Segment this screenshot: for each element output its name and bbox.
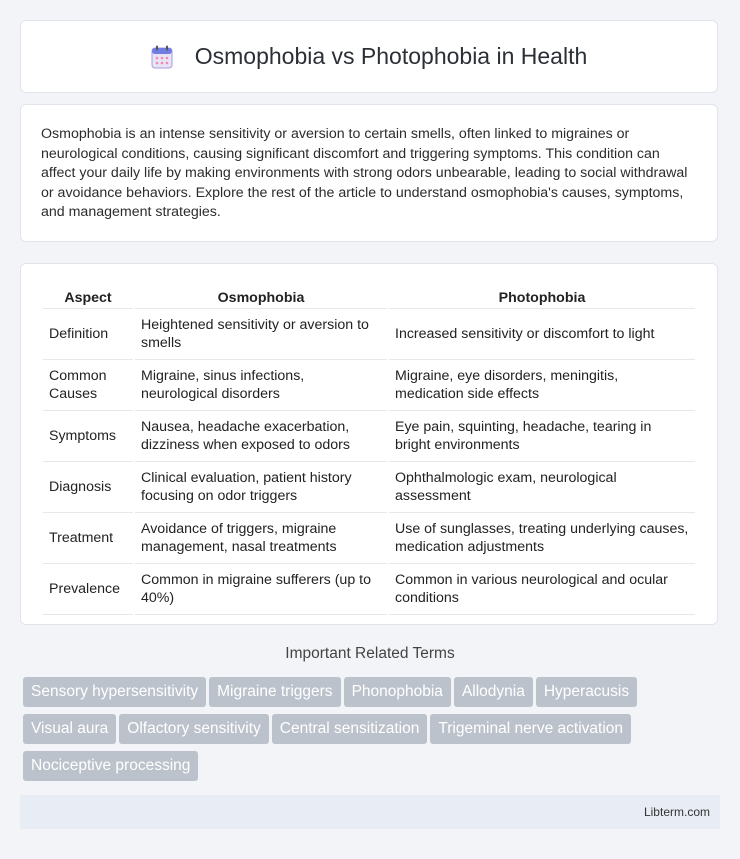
table-cell: Migraine, eye disorders, meningitis, medication side effects: [389, 360, 695, 411]
related-terms-title: Important Related Terms: [285, 645, 455, 662]
table-row: [43, 462, 695, 513]
table-cell: Definition: [43, 309, 133, 360]
term-tag[interactable]: Hyperacusis: [536, 677, 637, 707]
page-title: [151, 43, 588, 70]
table-cell: Treatment: [43, 513, 133, 564]
footer: [20, 795, 720, 829]
term-tag[interactable]: Olfactory sensitivity: [119, 714, 269, 744]
column-header: Photophobia: [389, 284, 695, 309]
table-cell: Migraine, sinus infections, neurological disorders: [135, 360, 387, 411]
table-cell: Nausea, headache exacerbation, dizziness when exposed to odors: [135, 411, 387, 462]
table-row: [43, 564, 695, 615]
table-cell: Heightened sensitivity or aversion to smells: [135, 309, 387, 360]
term-tag[interactable]: Nociceptive processing: [23, 751, 198, 781]
table-cell: Avoidance of triggers, migraine management, nasal treatments: [135, 513, 387, 564]
table-cell: Prevalence: [43, 564, 133, 615]
table-cell: Ophthalmologic exam, neurological assessment: [389, 462, 695, 513]
term-tag[interactable]: Sensory hypersensitivity: [23, 677, 206, 707]
header-card: [20, 20, 718, 93]
table-cell: Common in migraine sufferers (up to 40%): [135, 564, 387, 615]
table-cell: Eye pain, squinting, headache, tearing in bright environments: [389, 411, 695, 462]
column-header: Osmophobia: [135, 284, 387, 309]
table-cell: Symptoms: [43, 411, 133, 462]
table-row: [43, 360, 695, 411]
table-cell: Common Causes: [43, 360, 133, 411]
table-cell: Increased sensitivity or discomfort to light: [389, 309, 695, 360]
term-tag[interactable]: Phonophobia: [344, 677, 451, 707]
term-tag[interactable]: Central sensitization: [272, 714, 428, 744]
table-header-row: [43, 284, 695, 309]
column-header: Aspect: [43, 284, 133, 309]
related-terms-list: [23, 677, 723, 788]
intro-card: [20, 104, 718, 242]
calendar-icon: [151, 45, 173, 69]
comparison-table: [41, 284, 697, 615]
term-tag[interactable]: Trigeminal nerve activation: [430, 714, 631, 744]
table-row: [43, 411, 695, 462]
table-cell: Use of sunglasses, treating underlying causes, medication adjustments: [389, 513, 695, 564]
footer-site-link[interactable]: Libterm.com: [643, 805, 710, 819]
table-cell: Common in various neurological and ocular conditions: [389, 564, 695, 615]
table-row: [43, 513, 695, 564]
intro-paragraph: Osmophobia is an intense sensitivity or aversion to certain smells, often linked to migraines or neurological conditions, causing significant discomfort and triggering symptoms. This condition can affect your daily life by making environments with strong odors unbearable, leading to social withdrawal or avoidance behaviors. Explore the rest of the article to understand osmophobia's causes, symptoms, and management strategies.: [41, 126, 688, 220]
term-tag[interactable]: Migraine triggers: [209, 677, 340, 707]
table-row: [43, 309, 695, 360]
term-tag[interactable]: Allodynia: [454, 677, 533, 707]
term-tag[interactable]: Visual aura: [23, 714, 116, 744]
table-cell: Clinical evaluation, patient history focusing on odor triggers: [135, 462, 387, 513]
comparison-table-card: [20, 263, 718, 625]
table-cell: Diagnosis: [43, 462, 133, 513]
title-text: Osmophobia vs Photophobia in Health: [194, 43, 588, 69]
